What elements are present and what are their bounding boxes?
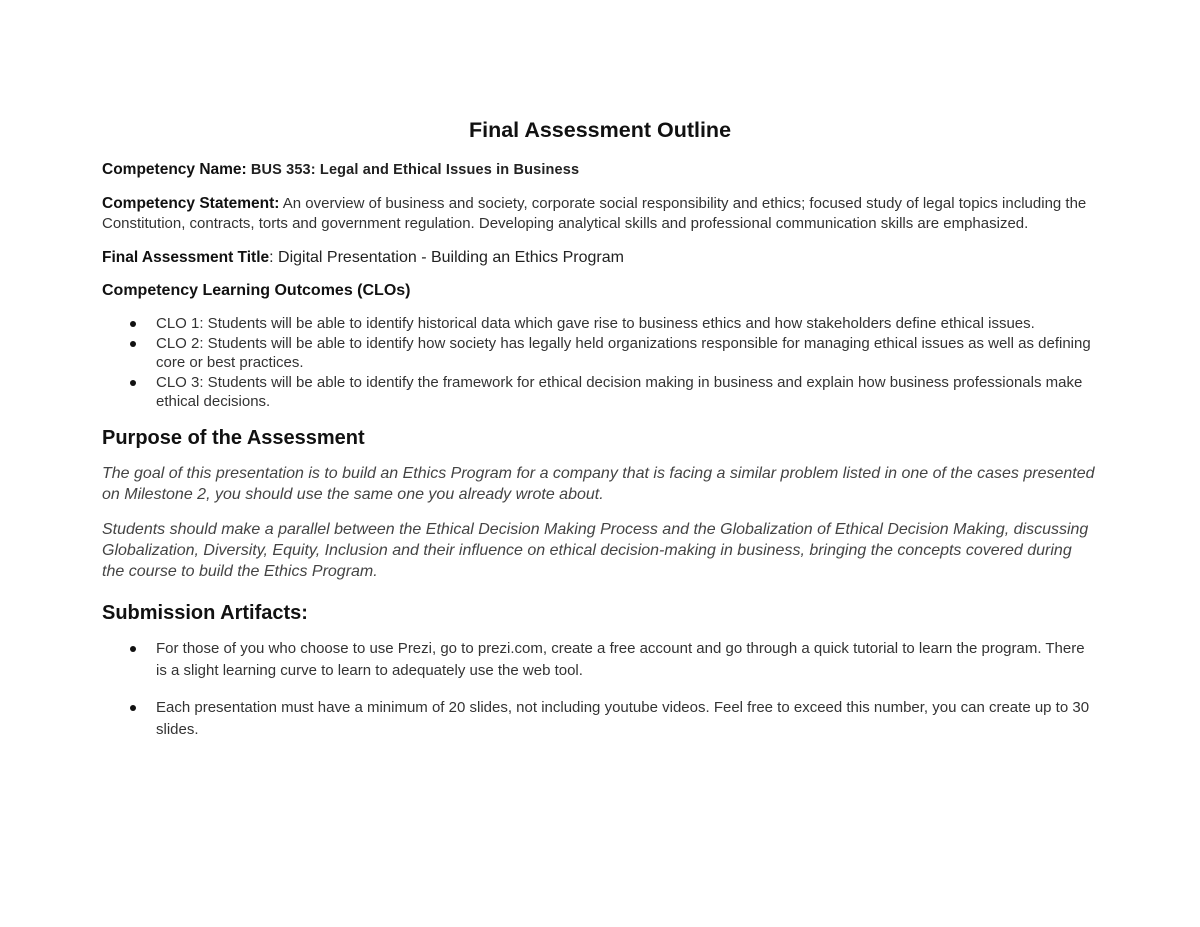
artifacts-heading: Submission Artifacts: xyxy=(102,601,308,624)
bullet-icon xyxy=(130,646,136,652)
clo-list xyxy=(102,314,1098,412)
list-item xyxy=(102,697,1098,741)
bullet-icon xyxy=(130,321,136,327)
competency-name xyxy=(102,160,1098,181)
clo-heading: Competency Learning Outcomes (CLOs) xyxy=(102,282,411,299)
clo-text: CLO 1: Students will be able to identify historical data which gave rise to business ethics and how stakeholders define ethical issues. xyxy=(156,315,1035,332)
list-item xyxy=(102,334,1098,373)
document-content xyxy=(102,116,1098,756)
final-assessment-title xyxy=(102,248,1098,269)
bullet-icon xyxy=(130,705,136,711)
competency-statement xyxy=(102,194,1098,235)
list-item xyxy=(102,373,1098,412)
artifacts-list xyxy=(102,638,1098,741)
bullet-icon xyxy=(130,341,136,347)
final-assessment-title-label: Final Assessment Title xyxy=(102,248,270,266)
clo-text: CLO 2: Students will be able to identify how society has legally held organizations responsible for managing ethical issues as well as defining core or best practices. xyxy=(156,334,1091,371)
competency-name-label: Competency Name: xyxy=(102,161,247,178)
artifact-text: For those of you who choose to use Prezi, go to prezi.com, create a free account and go through a quick tutorial to learn the program. There is a slight learning curve to learn to adequately use the web tool. xyxy=(156,639,1085,679)
purpose-paragraph: The goal of this presentation is to build an Ethics Program for a company that is facing a similar problem listed in one of the cases presented on Milestone 2, you should use the same one you already wrote about. xyxy=(102,464,1095,503)
final-assessment-title-value: : Digital Presentation - Building an Ethics Program xyxy=(269,248,624,266)
purpose-paragraph: Students should make a parallel between the Ethical Decision Making Process and the Globalization of Ethical Decision Making, discussing Globalization, Diversity, Equity, Inclusion and their influence on ethical decision-making in business, bringing the concepts covered during the course to build the Ethics Program. xyxy=(102,520,1089,580)
competency-statement-value: An overview of business and society, corporate social responsibility and ethics; focused study of legal topics including the Constitution, contracts, torts and government regulation. Developing analytical skills and professional communication skills are emphasized. xyxy=(102,194,1087,232)
document-title: Final Assessment Outline xyxy=(468,118,732,142)
competency-statement-label: Competency Statement: xyxy=(102,194,280,212)
purpose-heading: Purpose of the Assessment xyxy=(102,426,365,449)
list-item xyxy=(102,638,1098,682)
competency-name-value: BUS 353: Legal and Ethical Issues in Business xyxy=(250,162,580,178)
list-item xyxy=(102,314,1098,334)
bullet-icon xyxy=(130,380,136,386)
artifact-text: Each presentation must have a minimum of 20 slides, not including youtube videos. Feel free to exceed this number, you can create up to 30 slides. xyxy=(156,698,1090,738)
clo-text: CLO 3: Students will be able to identify the framework for ethical decision making in business and explain how business professionals make ethical decisions. xyxy=(156,373,1083,410)
